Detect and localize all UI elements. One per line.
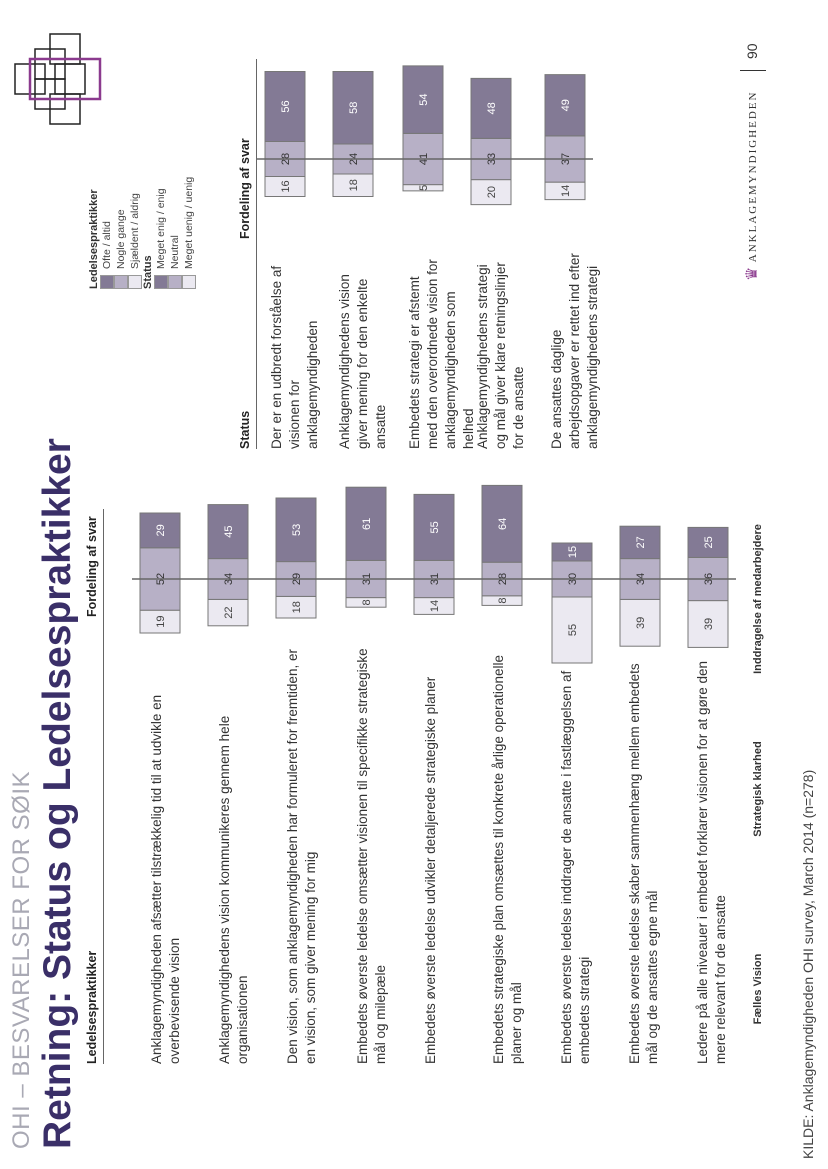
bar-value-label: 30 bbox=[567, 572, 579, 586]
right-item-3: Embedets strategi er afstemt med den overordnede vision for anklagemyndigheden som helhed bbox=[407, 259, 476, 449]
right-col1-header: Status bbox=[238, 410, 252, 449]
logo-frame-icon bbox=[10, 19, 120, 129]
bar-value-label: 31 bbox=[429, 572, 441, 586]
bar-value-label: 48 bbox=[486, 102, 498, 115]
source-note: KILDE: Anklagemyndigheden OHI survey, March 2014 (n=278) bbox=[800, 769, 816, 1159]
bar-value-label: 14 bbox=[429, 599, 441, 613]
group-label-inddragelse: Inddragelse af medarbejdere bbox=[752, 524, 764, 674]
bar-value-label: 8 bbox=[497, 597, 509, 604]
left-item-5: Embedets øverste ledelse udvikler detaljerede strategiske planer bbox=[423, 676, 438, 1064]
bar-value-label: 61 bbox=[361, 517, 373, 530]
page-number: 90 bbox=[744, 43, 760, 59]
bar-value-label: 54 bbox=[418, 93, 430, 106]
bar-value-label: 25 bbox=[703, 536, 715, 549]
bar-value-label: 19 bbox=[155, 615, 167, 628]
bar-value-label: 29 bbox=[155, 524, 167, 537]
bar-value-label: 34 bbox=[223, 572, 235, 586]
page-title: Retning: Status og Ledelsespraktikker bbox=[36, 438, 79, 1149]
legend-swatch bbox=[100, 275, 114, 289]
legend-label: Nogle gange bbox=[115, 209, 127, 269]
bar-value-label: 5 bbox=[418, 184, 430, 191]
legend-title-practices: Ledelsespraktikker bbox=[88, 189, 100, 289]
bar-value-label: 29 bbox=[291, 572, 303, 586]
logo bbox=[742, 91, 762, 281]
left-item-1: Anklagemyndigheden afsætter tilstrækkelig tid til at udvikle en overbevisende vision bbox=[149, 694, 182, 1064]
left-item-7: Embedets øverste ledelse inddrager de ansatte i fastlæggelsen af embedets strategi bbox=[559, 670, 592, 1064]
group-label-strategy: Strategisk klarhed bbox=[752, 741, 764, 837]
legend-label: Meget enig / enig bbox=[155, 188, 167, 269]
legend-swatch bbox=[154, 275, 168, 289]
bar-value-label: 55 bbox=[429, 521, 441, 534]
bar-value-label: 33 bbox=[486, 152, 498, 166]
legend-swatch bbox=[128, 275, 142, 289]
left-col2-header: Fordeling af svar bbox=[85, 516, 99, 617]
legend-title-status: Status bbox=[142, 255, 154, 289]
legend-label: Sjældent / aldrig bbox=[129, 193, 141, 269]
legend-item-neutral bbox=[168, 177, 182, 289]
footer-divider bbox=[740, 70, 766, 71]
bar-value-label: 36 bbox=[703, 572, 715, 586]
right-item-2: Anklagemyndighedens vision giver mening for den enkelte ansatte bbox=[337, 274, 388, 449]
bar-value-label: 37 bbox=[560, 152, 572, 166]
legend-label: Neutral bbox=[169, 235, 181, 269]
left-item-3: Den vision, som anklagemyndigheden har formuleret for fremtiden, er en vision, som giver mening for mig bbox=[285, 649, 318, 1064]
left-item-6: Embedets strategiske plan omsættes til konkrete årlige operationelle planer og mål bbox=[491, 655, 524, 1064]
bar-value-label: 22 bbox=[223, 606, 235, 619]
legend-swatch bbox=[114, 275, 128, 289]
bar-value-label: 56 bbox=[280, 100, 292, 113]
left-item-8: Embedets øverste ledelse skaber sammenhæng mellem embedets mål og de ansattes egne mål bbox=[627, 663, 660, 1064]
bar-value-label: 58 bbox=[348, 101, 360, 114]
group-label-vision: Fælles Vision bbox=[752, 953, 764, 1025]
bar-value-label: 39 bbox=[703, 617, 715, 631]
bar-value-label: 55 bbox=[567, 623, 579, 637]
bar-value-label: 18 bbox=[348, 179, 360, 192]
legend-item-agree bbox=[154, 177, 168, 289]
right-item-4: Anklagemyndighedens strategi og mål giver klare retningslinjer for de ansatte bbox=[475, 262, 526, 449]
crown-icon: ♛ bbox=[744, 266, 761, 281]
bar-value-label: 28 bbox=[280, 152, 292, 166]
legend-item-disagree bbox=[182, 177, 196, 289]
legend-label: Ofte / altid bbox=[101, 221, 113, 269]
right-col2-header: Fordeling af svar bbox=[238, 138, 252, 239]
left-item-9: Ledere på alle niveauer i embedet forklarer visionen for at gøre den mere relevant for de ansatte bbox=[695, 661, 728, 1064]
legend-item-rarely bbox=[128, 177, 142, 289]
bar-value-label: 41 bbox=[418, 152, 430, 166]
left-item-4: Embedets øverste ledelse omsætter visionen til specifikke strategiske mål og milepæle bbox=[355, 648, 388, 1064]
bar-value-label: 34 bbox=[635, 572, 647, 586]
legend-item-sometimes bbox=[114, 177, 128, 289]
left-col1-header: Ledelsespraktikker bbox=[85, 950, 99, 1064]
bar-value-label: 64 bbox=[497, 517, 509, 530]
bar-value-label: 45 bbox=[223, 525, 235, 538]
subtitle: OHI – BESVARELSER FOR SØIK bbox=[8, 771, 35, 1149]
legend-swatch bbox=[168, 275, 182, 289]
legend bbox=[88, 177, 196, 289]
bar-value-label: 31 bbox=[361, 572, 373, 586]
legend-item-often bbox=[100, 177, 114, 289]
bar-value-label: 15 bbox=[567, 545, 579, 559]
bar-value-label: 14 bbox=[560, 184, 572, 197]
bar-value-label: 28 bbox=[497, 572, 509, 586]
bar-value-label: 18 bbox=[291, 601, 303, 614]
legend-swatch bbox=[182, 275, 196, 289]
bar-value-label: 20 bbox=[486, 186, 498, 199]
bar-value-label: 24 bbox=[348, 152, 360, 166]
bar-value-label: 16 bbox=[280, 180, 292, 193]
bar-value-label: 8 bbox=[361, 599, 373, 606]
legend-label: Meget uenig / uenig bbox=[183, 176, 195, 269]
bar-value-label: 39 bbox=[635, 616, 647, 629]
logo-text: ANKLAGEMYNDIGHEDEN bbox=[747, 90, 760, 263]
left-item-2: Anklagemyndighedens vision kommunikeres gennem hele organisationen bbox=[217, 715, 250, 1064]
bar-value-label: 27 bbox=[635, 536, 647, 549]
bar-value-label: 49 bbox=[560, 99, 572, 112]
right-item-1: Der er en udbredt forståelse af visionen for anklagemyndigheden bbox=[269, 265, 320, 449]
bar-value-label: 52 bbox=[155, 572, 167, 586]
bar-value-label: 53 bbox=[291, 523, 303, 536]
right-item-5: De ansattes daglige arbejdsopgaver er rettet ind efter anklagemyndighedens strategi bbox=[549, 253, 600, 449]
